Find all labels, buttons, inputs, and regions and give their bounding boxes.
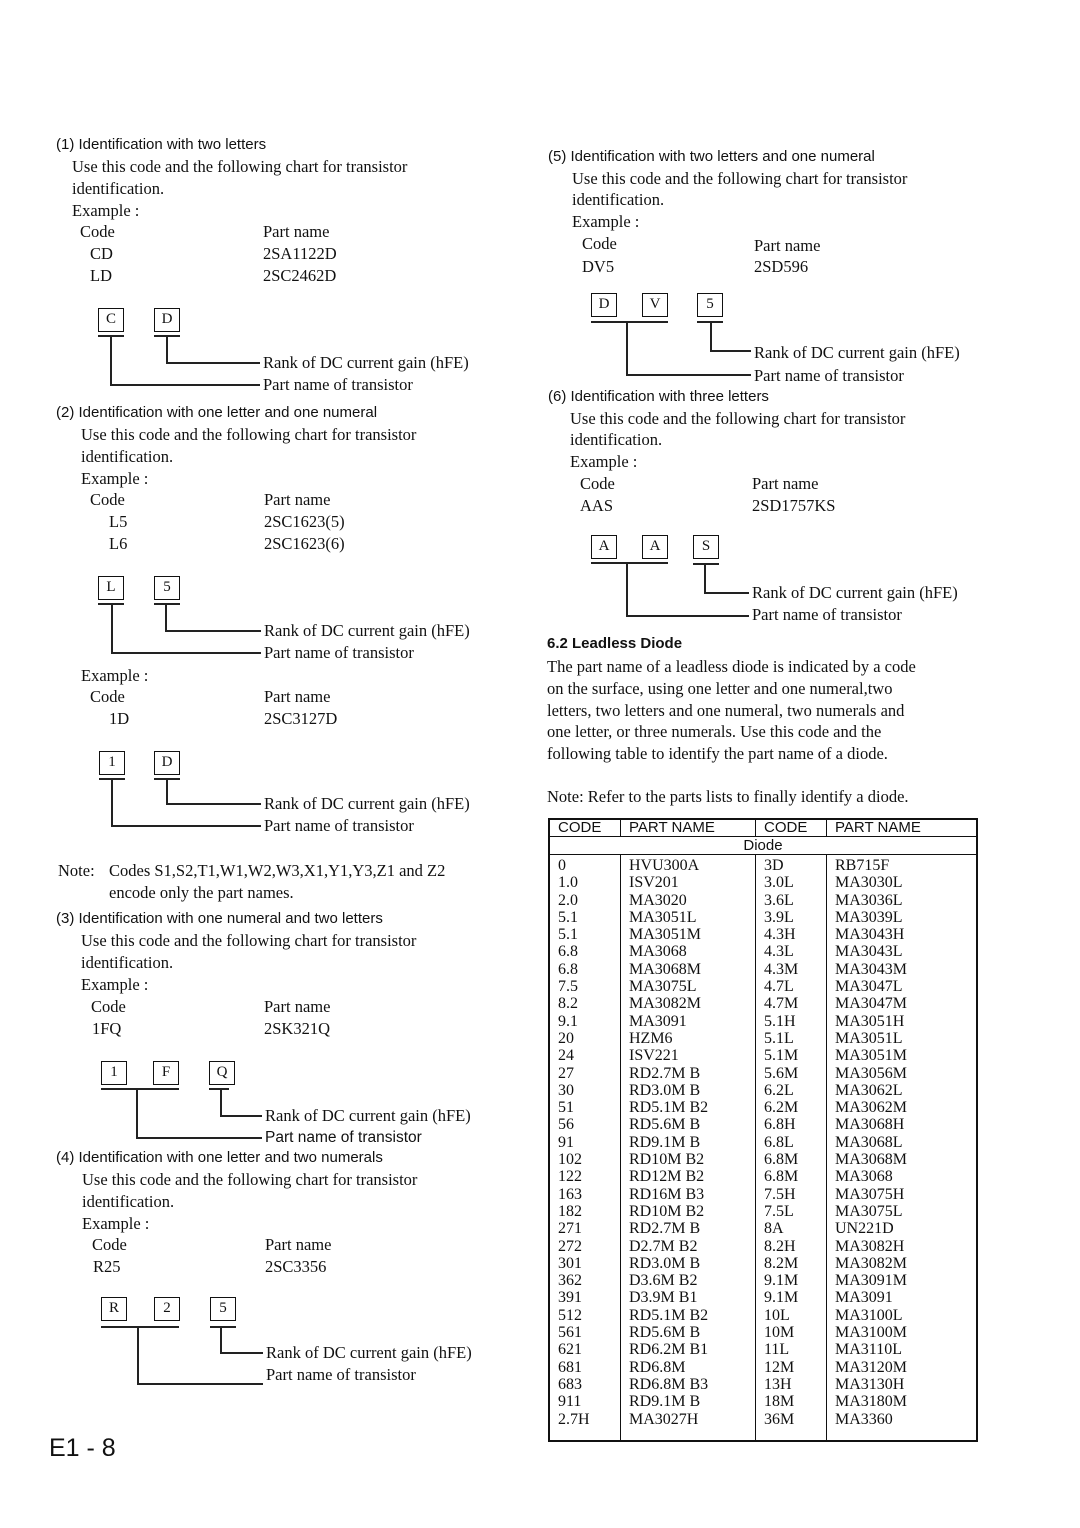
part-header: Part name [752, 474, 819, 493]
cell-code-2: 11L [756, 1341, 827, 1358]
cell-part-name: RD5.6M B [621, 1324, 756, 1341]
section-3-text-2: identification. [81, 953, 174, 972]
code-box: D [154, 308, 180, 332]
table-row [549, 1013, 977, 1030]
paragraph-line: one letter, or three numerals. Use this code and the [547, 722, 882, 741]
cell-code-2: 9.1M [756, 1272, 827, 1289]
table-row [549, 1307, 977, 1324]
cell-part-name: RD12M B2 [621, 1168, 756, 1185]
cell-code: 27 [549, 1065, 621, 1082]
cell-part-name-2: MA3056M [835, 1064, 908, 1082]
example-code: CD [90, 244, 113, 263]
table-row [549, 1393, 977, 1410]
cell-part-name: MA3068M [621, 961, 756, 978]
cell-part-name: ISV201 [621, 874, 756, 891]
cell-code: 2.7H [549, 1411, 621, 1441]
section-6-text-2: identification. [570, 430, 663, 449]
section-heading: 6.2 Leadless Diode [547, 635, 683, 652]
column-header-part-name: PART NAME [621, 819, 756, 837]
example-code: L5 [109, 512, 128, 531]
table-row [549, 1116, 977, 1133]
table-row [549, 1238, 977, 1255]
section-2-text: Use this code and the following chart for transistor [81, 425, 417, 444]
table-row [549, 1289, 977, 1306]
code-box: 1 [101, 1061, 127, 1085]
code-box: L [98, 576, 124, 600]
cell-part-name-2: MA3075H [835, 1185, 905, 1203]
section-5-title: (5) Identification with two letters and one numeral [548, 148, 875, 165]
code-header: Code [90, 490, 125, 509]
cell-code: 51 [549, 1099, 621, 1116]
cell-part-name-2: MA3091M [835, 1272, 908, 1290]
cell-code: 182 [549, 1203, 621, 1220]
cell-part-name: RD3.0M B [621, 1255, 756, 1272]
cell-code-2: 18M [756, 1393, 827, 1410]
code-box: D [154, 751, 180, 775]
table-subheader-row [549, 837, 977, 855]
cell-part-name-2: MA3068L [835, 1133, 903, 1151]
cell-part-name: RD6.8M [621, 1359, 756, 1376]
paragraph-line: on the surface, using one letter and one numeral,two [547, 679, 893, 698]
example-part: 2SC2462D [263, 266, 337, 285]
section-4-text-2: identification. [82, 1192, 175, 1211]
cell-part-name: RD6.8M B3 [621, 1376, 756, 1393]
part-name-label: Part name of transistor [263, 375, 413, 394]
code-box: 1 [99, 751, 125, 775]
example-part: 2SC1623(6) [264, 534, 345, 553]
example-part: 2SD596 [754, 257, 809, 276]
part-header: Part name [264, 490, 331, 509]
cell-code: 5.1 [549, 909, 621, 926]
rank-label: Rank of DC current gain (hFE) [263, 353, 469, 372]
cell-code: 512 [549, 1307, 621, 1324]
cell-part-name-2: RB715F [835, 857, 890, 874]
cell-code: 56 [549, 1116, 621, 1133]
section-4-text: Use this code and the following chart for transistor [82, 1170, 418, 1189]
table-row [549, 1186, 977, 1203]
table-row [549, 1220, 977, 1237]
cell-part-name-2: MA3043M [835, 960, 908, 978]
cell-code-2: 5.1L [756, 1030, 827, 1047]
section-5-text-2: identification. [572, 190, 665, 209]
cell-part-name: D3.9M B1 [621, 1289, 756, 1306]
cell-code: 6.8 [549, 961, 621, 978]
example-part: 2SC3356 [265, 1257, 327, 1276]
cell-part-name: RD5.1M B2 [621, 1307, 756, 1324]
code-box: V [642, 293, 668, 317]
cell-code-2: 6.2M [756, 1099, 827, 1116]
example-part: 2SC1623(5) [264, 512, 345, 531]
cell-part-name-2: MA3100L [835, 1306, 903, 1324]
section-5-example-label: Example : [572, 212, 640, 231]
cell-part-name-2: MA3051L [835, 1029, 903, 1047]
cell-code: 271 [549, 1220, 621, 1237]
code-header: Code [91, 997, 126, 1016]
page-number: E1 - 8 [49, 1434, 116, 1462]
cell-code: 0 [549, 855, 621, 875]
cell-part-name-2: MA3039L [835, 908, 903, 926]
part-header: Part name [264, 997, 331, 1016]
section-1-example-label: Example : [72, 201, 140, 220]
cell-part-name-2: MA3036L [835, 891, 903, 909]
code-header: Code [80, 222, 115, 241]
table-row [549, 1272, 977, 1289]
table-row [549, 1134, 977, 1151]
cell-code: 6.8 [549, 943, 621, 960]
note-text-2: encode only the part names. [109, 883, 294, 902]
code-box: 5 [697, 293, 723, 317]
cell-code: 683 [549, 1376, 621, 1393]
cell-part-name: MA3051M [621, 926, 756, 943]
cell-code-2: 6.2L [756, 1082, 827, 1099]
rank-label: Rank of DC current gain (hFE) [266, 1343, 472, 1362]
cell-code-2: 7.5L [756, 1203, 827, 1220]
part-name-label: Part name of transistor [754, 366, 904, 385]
code-box: Q [209, 1061, 235, 1085]
cell-code: 30 [549, 1082, 621, 1099]
cell-part-name-2: MA3130H [835, 1375, 905, 1393]
part-header: Part name [754, 236, 821, 255]
table-row [549, 978, 977, 995]
cell-part-name: HVU300A [621, 855, 756, 875]
cell-part-name-2: MA3043L [835, 943, 903, 961]
cell-code: 91 [549, 1134, 621, 1151]
cell-code: 911 [549, 1393, 621, 1410]
cell-code-2: 7.5H [756, 1186, 827, 1203]
cell-code: 122 [549, 1168, 621, 1185]
cell-code-2: 5.1H [756, 1013, 827, 1030]
cell-part-name: RD9.1M B [621, 1134, 756, 1151]
part-header: Part name [265, 1235, 332, 1254]
cell-code-2: 9.1M [756, 1289, 827, 1306]
cell-part-name: RD5.1M B2 [621, 1099, 756, 1116]
part-header: Part name [263, 222, 330, 241]
section-4-example-label: Example : [82, 1214, 150, 1233]
table-row [549, 1065, 977, 1082]
table-row [549, 1359, 977, 1376]
cell-part-name-2: MA3051M [835, 1047, 908, 1065]
cell-part-name-2: MA3068H [835, 1116, 905, 1134]
cell-code-2: 3.9L [756, 909, 827, 926]
cell-part-name-2: MA3180M [835, 1393, 908, 1411]
cell-part-name: ISV221 [621, 1047, 756, 1064]
cell-code: 5.1 [549, 926, 621, 943]
table-row [549, 892, 977, 909]
code-box: C [98, 308, 124, 332]
cell-part-name-2: MA3110L [835, 1341, 902, 1359]
cell-part-name: RD6.2M B1 [621, 1341, 756, 1358]
table-row [549, 1376, 977, 1393]
code-header: Code [90, 687, 125, 706]
section-2-title: (2) Identification with one letter and one numeral [56, 404, 378, 421]
cell-part-name-2: MA3120M [835, 1358, 908, 1376]
table-row [549, 1203, 977, 1220]
table-row [549, 855, 977, 875]
rank-label: Rank of DC current gain (hFE) [264, 794, 470, 813]
cell-code-2: 4.3L [756, 943, 827, 960]
cell-part-name: RD16M B3 [621, 1186, 756, 1203]
part-name-label: Part name of transistor [752, 605, 902, 624]
cell-code: 7.5 [549, 978, 621, 995]
cell-part-name-2: MA3062M [835, 1099, 908, 1117]
cell-part-name-2: MA3082H [835, 1237, 905, 1255]
cell-part-name: D3.6M B2 [621, 1272, 756, 1289]
cell-code: 20 [549, 1030, 621, 1047]
code-box: F [153, 1061, 179, 1085]
table-row [549, 1255, 977, 1272]
cell-part-name: MA3027H [621, 1411, 756, 1441]
section-1-title: (1) Identification with two letters [56, 136, 267, 153]
cell-part-name: MA3020 [621, 892, 756, 909]
cell-code: 272 [549, 1238, 621, 1255]
cell-code-2: 8A [756, 1220, 827, 1237]
cell-code: 9.1 [549, 1013, 621, 1030]
table-row [549, 926, 977, 943]
example-part: 2SD1757KS [752, 496, 836, 515]
cell-part-name-2: MA3062L [835, 1081, 903, 1099]
cell-code-2: 4.7M [756, 995, 827, 1012]
section-3-text: Use this code and the following chart for transistor [81, 931, 417, 950]
table-row [549, 1047, 977, 1064]
table-row [549, 1168, 977, 1185]
table-header-row [549, 819, 977, 837]
diode-code-table [548, 818, 978, 1442]
cell-code: 301 [549, 1255, 621, 1272]
table-row [549, 1151, 977, 1168]
rank-label: Rank of DC current gain (hFE) [754, 343, 960, 362]
table-row [549, 961, 977, 978]
cell-part-name: MA3051L [621, 909, 756, 926]
cell-code-2: 3D [756, 855, 827, 875]
part-name-label: Part name of transistor [264, 816, 414, 835]
code-header: Code [580, 474, 615, 493]
table-row [549, 1082, 977, 1099]
rank-label: Rank of DC current gain (hFE) [264, 621, 470, 640]
cell-part-name: RD2.7M B [621, 1220, 756, 1237]
cell-part-name-2: MA3030L [835, 874, 903, 892]
cell-part-name: RD5.6M B [621, 1116, 756, 1133]
code-box: 2 [154, 1297, 180, 1321]
cell-part-name: RD9.1M B [621, 1393, 756, 1410]
example-code: LD [90, 266, 112, 285]
cell-code: 163 [549, 1186, 621, 1203]
cell-code-2: 36M [756, 1411, 827, 1441]
cell-code-2: 6.8L [756, 1134, 827, 1151]
table-row [549, 1341, 977, 1358]
section-3-title: (3) Identification with one numeral and two letters [56, 910, 383, 927]
code-header: Code [92, 1235, 127, 1254]
cell-part-name: RD10M B2 [621, 1151, 756, 1168]
cell-code-2: 12M [756, 1359, 827, 1376]
cell-part-name-2: MA3075L [835, 1202, 903, 1220]
cell-code: 102 [549, 1151, 621, 1168]
example-part: 2SA1122D [263, 244, 337, 263]
cell-code-2: 6.8M [756, 1151, 827, 1168]
table-row [549, 995, 977, 1012]
code-box: A [591, 535, 617, 559]
cell-code-2: 8.2H [756, 1238, 827, 1255]
cell-part-name-2: UN221D [835, 1220, 894, 1238]
section-1-text: Use this code and the following chart for transistor [72, 157, 408, 176]
cell-part-name-2: MA3068 [835, 1168, 893, 1186]
example-code: DV5 [582, 257, 615, 276]
cell-code: 561 [549, 1324, 621, 1341]
table-row [549, 909, 977, 926]
cell-part-name: MA3068 [621, 943, 756, 960]
code-box: A [642, 535, 668, 559]
section-2-example-label: Example : [81, 469, 149, 488]
table-row [549, 943, 977, 960]
section-5-text: Use this code and the following chart for transistor [572, 169, 908, 188]
cell-part-name-2: MA3100M [835, 1324, 908, 1342]
cell-code-2: 3.0L [756, 874, 827, 891]
code-box: R [101, 1297, 127, 1321]
cell-part-name-2: MA3360 [835, 1410, 893, 1428]
paragraph-line: following table to identify the part name of a diode. [547, 744, 888, 763]
paragraph-line: letters, two letters and one numeral, two numerals and [547, 701, 905, 720]
cell-part-name: D2.7M B2 [621, 1238, 756, 1255]
cell-part-name-2: MA3051H [835, 1012, 905, 1030]
cell-part-name: RD2.7M B [621, 1065, 756, 1082]
column-header-code-2: CODE [756, 819, 827, 837]
cell-code-2: 13H [756, 1376, 827, 1393]
code-box: S [693, 535, 719, 559]
cell-code-2: 10L [756, 1307, 827, 1324]
cell-part-name: MA3075L [621, 978, 756, 995]
cell-part-name: RD3.0M B [621, 1082, 756, 1099]
table-row [549, 1411, 977, 1441]
part-name-label: Part name of transistor [266, 1365, 416, 1384]
code-header: Code [582, 234, 617, 253]
table-row [549, 1030, 977, 1047]
cell-code: 391 [549, 1289, 621, 1306]
example-code: R25 [93, 1257, 121, 1276]
example-part: 2SC3127D [264, 709, 338, 728]
example-code: 1FQ [92, 1019, 122, 1038]
cell-part-name-2: MA3047M [835, 995, 908, 1013]
code-box: D [591, 293, 617, 317]
section-2-text-2: identification. [81, 447, 174, 466]
example-code: 1D [109, 709, 130, 728]
diode-subheader: Diode [549, 837, 977, 855]
cell-code: 362 [549, 1272, 621, 1289]
column-header-code: CODE [549, 819, 621, 837]
cell-code-2: 6.8M [756, 1168, 827, 1185]
cell-part-name-2: MA3068M [835, 1151, 908, 1169]
rank-label: Rank of DC current gain (hFE) [265, 1106, 471, 1125]
part-name-label: Part name of transistor [265, 1129, 422, 1146]
cell-part-name-2: MA3091 [835, 1289, 893, 1307]
cell-code-2: 4.3H [756, 926, 827, 943]
note-text: Codes S1,S2,T1,W1,W2,W3,X1,Y1,Y3,Z1 and Z2 [109, 861, 446, 880]
cell-code-2: 5.1M [756, 1047, 827, 1064]
example-part: 2SK321Q [264, 1019, 331, 1038]
cell-code-2: 6.8H [756, 1116, 827, 1133]
cell-part-name-2: MA3047L [835, 978, 903, 996]
section-4-title: (4) Identification with one letter and two numerals [56, 1149, 383, 1166]
paragraph-line: The part name of a leadless diode is indicated by a code [547, 657, 916, 676]
cell-code-2: 8.2M [756, 1255, 827, 1272]
cell-part-name: MA3091 [621, 1013, 756, 1030]
section-2-example2-label: Example : [81, 666, 149, 685]
code-box: 5 [210, 1297, 236, 1321]
cell-code-2: 5.6M [756, 1065, 827, 1082]
section-3-example-label: Example : [81, 975, 149, 994]
cell-code: 8.2 [549, 995, 621, 1012]
cell-code: 621 [549, 1341, 621, 1358]
section-6-example-label: Example : [570, 452, 638, 471]
part-name-label: Part name of transistor [264, 643, 414, 662]
code-box: 5 [154, 576, 180, 600]
cell-part-name: RD10M B2 [621, 1203, 756, 1220]
cell-code-2: 4.7L [756, 978, 827, 995]
table-row [549, 1099, 977, 1116]
table-row [549, 1324, 977, 1341]
example-code: AAS [580, 496, 614, 515]
cell-code: 681 [549, 1359, 621, 1376]
cell-code: 24 [549, 1047, 621, 1064]
part-header: Part name [264, 687, 331, 706]
rank-label: Rank of DC current gain (hFE) [752, 583, 958, 602]
section-6-text: Use this code and the following chart for transistor [570, 409, 906, 428]
cell-part-name-2: MA3043H [835, 926, 905, 944]
cell-code-2: 3.6L [756, 892, 827, 909]
cell-code: 2.0 [549, 892, 621, 909]
table-row [549, 874, 977, 891]
cell-part-name-2: MA3082M [835, 1254, 908, 1272]
cell-part-name: MA3082M [621, 995, 756, 1012]
section-1-text-2: identification. [72, 179, 165, 198]
cell-code-2: 4.3M [756, 961, 827, 978]
example-code: L6 [109, 534, 128, 553]
cell-code-2: 10M [756, 1324, 827, 1341]
note-label: Note: [58, 861, 95, 880]
cell-part-name: HZM6 [621, 1030, 756, 1047]
section-6-title: (6) Identification with three letters [548, 388, 769, 405]
column-header-part-name-2: PART NAME [827, 819, 978, 837]
diode-note: Note: Refer to the parts lists to finally identify a diode. [547, 787, 909, 806]
cell-code: 1.0 [549, 874, 621, 891]
